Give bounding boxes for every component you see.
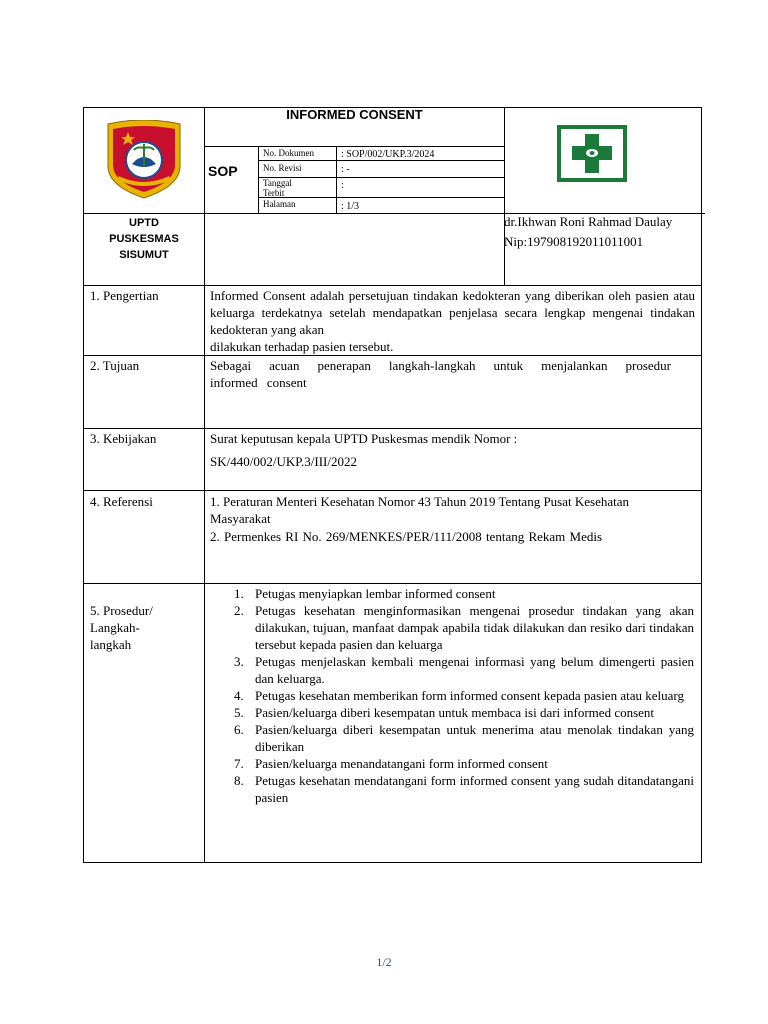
procedure-step-text: Pasien/keluarga diberi kesempatan untuk menerima atau menolak tindakan yang diberikan bbox=[255, 722, 694, 754]
section-label-referensi: 4. Referensi bbox=[90, 494, 153, 509]
section-label-kebijakan: 3. Kebijakan bbox=[90, 431, 157, 446]
procedure-step bbox=[208, 704, 694, 721]
org-name: UPTD PUSKESMAS SISUMUT bbox=[109, 217, 179, 261]
page-number: 1/2 bbox=[376, 955, 392, 969]
procedure-step-text: Pasien/keluarga menandatangani form informed consent bbox=[255, 756, 548, 771]
procedure-step-text: Petugas menjelaskan kembali mengenai informasi yang belum dimengerti pasien dan keluarga. bbox=[255, 654, 694, 686]
meta-value-no-revisi: : - bbox=[341, 164, 350, 175]
meta-label-tanggal-terbit: Tanggal Terbit bbox=[263, 178, 292, 198]
puskesmas-logo bbox=[557, 125, 627, 182]
section-text-tujuan: Sebagai acuan penerapan langkah-langkah untuk menjalankan prosedur informed consent bbox=[210, 358, 671, 390]
signer-name: dr.Ikhwan Roni Rahmad Daulay bbox=[504, 214, 673, 229]
section-text-kebijakan-2: SK/440/002/UKP.3/III/2022 bbox=[210, 454, 357, 469]
procedure-step-number: 4. bbox=[234, 688, 244, 703]
procedure-step bbox=[208, 653, 694, 687]
meta-value-no-dokumen: : SOP/002/UKP.3/2024 bbox=[341, 149, 435, 160]
meta-value-tanggal-terbit: : bbox=[341, 180, 344, 191]
procedure-step bbox=[208, 721, 694, 755]
procedure-step-text: Pasien/keluarga diberi kesempatan untuk membaca isi dari informed consent bbox=[255, 705, 655, 720]
section-text-pengertian-end: dilakukan terhadap pasien tersebut. bbox=[210, 339, 394, 354]
referensi-item-1: 1. Peraturan Menteri Kesehatan Nomor 43 Tahun 2019 Tentang Pusat Kesehatan Masyarakat bbox=[210, 494, 630, 526]
procedure-step bbox=[208, 687, 694, 704]
page-title: INFORMED CONSENT bbox=[286, 107, 423, 122]
procedure-step bbox=[208, 585, 694, 602]
procedure-step-number: 7. bbox=[234, 756, 244, 771]
kabupaten-emblem bbox=[104, 120, 184, 200]
procedure-step-text: Petugas kesehatan memberikan form informed consent kepada pasien atau keluarg bbox=[255, 688, 684, 703]
procedure-step-text: Petugas menyiapkan lembar informed consent bbox=[255, 586, 496, 601]
section-label-tujuan: 2. Tujuan bbox=[90, 358, 140, 373]
procedure-step bbox=[208, 772, 694, 806]
procedure-list bbox=[208, 585, 694, 806]
procedure-step bbox=[208, 602, 694, 653]
meta-label-no-revisi: No. Revisi bbox=[263, 163, 302, 173]
procedure-step-number: 1. bbox=[234, 586, 244, 601]
procedure-step-number: 3. bbox=[234, 654, 244, 669]
procedure-step-number: 5. bbox=[234, 705, 244, 720]
section-text-pengertian: Informed Consent adalah persetujuan tindakan kedokteran yang diberikan oleh pasien atau keluarga terdekatnya setelah mendapatkan penjelasa secara lengkap mengenai tindakan kedokteran yang akan bbox=[210, 288, 695, 337]
sop-label: SOP bbox=[208, 163, 238, 179]
procedure-step-number: 2. bbox=[234, 603, 244, 618]
procedure-step-number: 6. bbox=[234, 722, 244, 737]
meta-label-halaman: Halaman bbox=[263, 199, 296, 209]
signer-nip: Nip:197908192011011001 bbox=[504, 234, 644, 249]
meta-label-no-dokumen: No. Dokumen bbox=[263, 148, 314, 158]
procedure-step-text: Petugas kesehatan menginformasikan mengenai prosedur tindakan yang akan dilakukan, tujuan, manfaat dampak apabila tidak dilakukan dan resiko dari tindakan tersebut kepada pasien dan keluarga bbox=[255, 603, 694, 652]
referensi-item-2: 2. Permenkes RI No. 269/MENKES/PER/111/2008 tentang Rekam Medis bbox=[210, 529, 603, 544]
procedure-step bbox=[208, 755, 694, 772]
section-label-prosedur: 5. Prosedur/ Langkah- langkah bbox=[90, 603, 153, 652]
section-text-kebijakan-1: Surat keputusan kepala UPTD Puskesmas mendik Nomor : bbox=[210, 431, 518, 446]
section-label-pengertian: 1. Pengertian bbox=[90, 288, 159, 303]
procedure-step-text: Petugas kesehatan mendatangani form informed consent yang sudah ditandatangani pasien bbox=[255, 773, 694, 805]
procedure-step-number: 8. bbox=[234, 773, 244, 788]
meta-value-halaman: : 1/3 bbox=[341, 201, 360, 212]
